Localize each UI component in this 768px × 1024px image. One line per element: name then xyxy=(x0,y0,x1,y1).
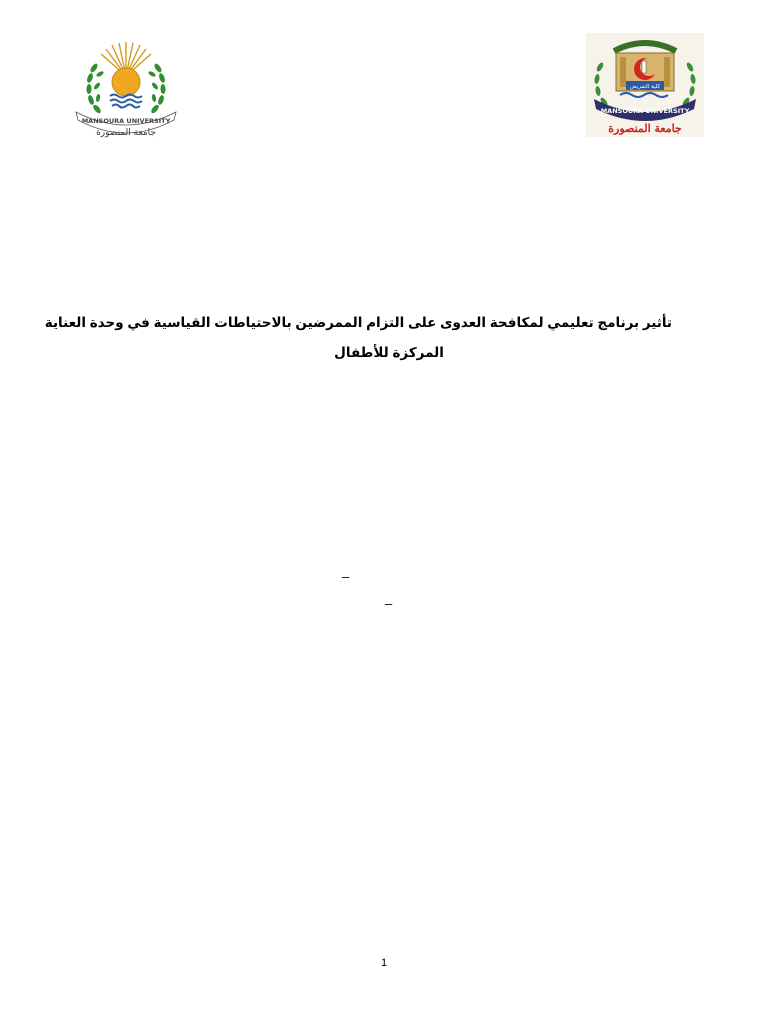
mansoura-university-logo xyxy=(70,38,182,138)
dash-mark: – xyxy=(342,569,350,584)
title-line-1: تأثير برنامج تعليمي لمكافحة العدوى على التزام الممرضين بالاحتياطات القياسية في وحدة العناية xyxy=(44,315,672,330)
title-line-2: المركزة للأطفال xyxy=(334,345,444,360)
dash-mark: – xyxy=(385,596,393,611)
left-logo-english-text: MANSOURA UNIVERSITY xyxy=(81,117,171,125)
document-title xyxy=(44,308,672,368)
right-logo-english-text: MANSOURA UNIVERSITY xyxy=(600,107,690,115)
right-logo-arabic-text: جامعة المنصورة xyxy=(608,122,682,135)
faculty-of-nursing-logo xyxy=(586,33,704,137)
left-logo-arabic-text: جامعة المنصورة xyxy=(96,128,156,138)
page-number: 1 xyxy=(380,957,388,969)
right-logo-faculty-text: كلية التمريض xyxy=(629,84,661,90)
